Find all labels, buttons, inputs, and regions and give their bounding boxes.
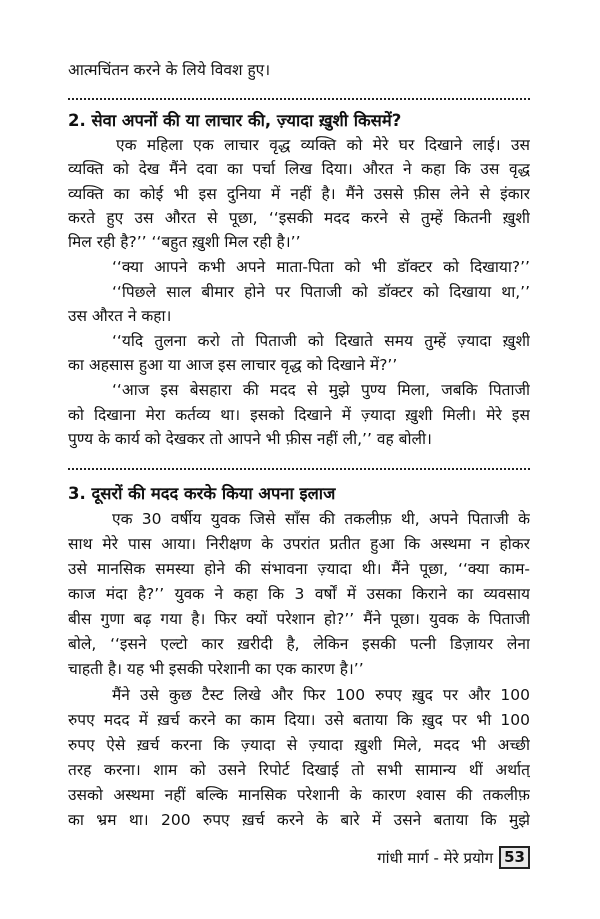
paragraph-line: मैंने उसे कुछ टैस्ट लिखे और फिर 100 रुपए ख़ुद पर और 100 [112,686,530,704]
paragraph-line: रुपए ऐसे ख़र्च करना कि ज़्यादा से ज़्यादा ख़ुशी मिले, मदद भी अच्छी [68,736,530,754]
paragraph-line: का अहसास हुआ या आज इस लाचार वृद्ध को दिखाने में?’’ [68,356,398,374]
paragraph-line: बीस गुणा बढ़ गया है। फिर क्यों परेशान हो?’’ मैंने पूछा। युवक के पिताजी [68,610,530,628]
intro-line: आत्मचिंतन करने के लिये विवश हुए। [68,61,271,79]
dotted-separator [68,92,530,100]
paragraph-line: ‘‘पिछले साल बीमार होने पर पिताजी को डॉक्टर को दिखाया था,’’ [112,283,530,301]
section-heading: 2. सेवा अपनों की या लाचार की, ज़्यादा ख़ुशी किसमें? [68,111,402,130]
paragraph-line: काज मंदा है?’’ युवक ने कहा कि 3 वर्षों में उसका किराने का व्यवसाय [68,585,530,603]
paragraph-line: एक महिला एक लाचार वृद्ध व्यक्ति को मेरे घर दिखाने लाई। उस [116,136,530,154]
paragraph-line: एक 30 वर्षीय युवक जिसे साँस की तकलीफ़ थी, अपने पिताजी के [112,510,530,528]
paragraph-line: तरह करना। शाम को उसने रिपोर्ट दिखाई तो सभी सामान्य थीं अर्थात् [68,761,530,779]
book-title: गांधी मार्ग - मेरे प्रयोग [377,848,494,867]
paragraph-line: पुण्य के कार्य को देखकर तो आपने भी फ़ीस नहीं ली,’’ वह बोली। [68,430,432,448]
paragraph-line: चाहती है। यह भी इसकी परेशानी का एक कारण है।’’ [68,660,364,678]
paragraph-line: बोले, ‘‘इसने एल्टो कार ख़रीदी है, लेकिन इसकी पत्नी डिज़ायर लेना [68,635,530,653]
paragraph-line: करते हुए उस औरत से पूछा, ‘‘इसकी मदद करने से तुम्हें कितनी ख़ुशी [68,209,530,227]
paragraph-line: का भ्रम था। 200 रुपए ख़र्च करने के बारे में उसने बताया कि मुझे [68,811,530,829]
paragraph-line: रुपए मदद में ख़र्च करने का काम दिया। उसे बताया कि ख़ुद पर भी 100 [68,711,530,729]
paragraph-line: व्यक्ति का कोई भी इस दुनिया में नहीं है। मैंने उससे फ़ीस लेने से इंकार [68,185,530,203]
paragraph-line: ‘‘आज इस बेसहारा की मदद से मुझे पुण्य मिला, जबकि पिताजी [112,381,530,399]
paragraph-line: उसको अस्थमा नहीं बल्कि मानसिक परेशानी के कारण श्वास की तकलीफ़ [68,786,530,804]
dotted-separator [68,462,530,470]
section-heading: 3. दूसरों की मदद करके किया अपना इलाज [68,484,336,503]
paragraph-line: ‘‘यदि तुलना करो तो पिताजी को दिखाते समय तुम्हें ज़्यादा ख़ुशी [112,332,530,350]
paragraph-line: को दिखाना मेरा कर्तव्य था। इसको दिखाने में ज़्यादा ख़ुशी मिली। मेरे इस [68,406,530,424]
page-number: 53 [499,846,530,869]
paragraph-line: उस औरत ने कहा। [68,307,172,325]
paragraph-line: साथ मेरे पास आया। निरीक्षण के उपरांत प्रतीत हुआ कि अस्थमा न होकर [68,535,530,553]
page-footer [377,846,530,869]
paragraph-line: मिल रही है?’’ ‘‘बहुत ख़ुशी मिल रही है।’’ [68,233,301,251]
paragraph-line: व्यक्ति को देख मैंने दवा का पर्चा लिख दिया। औरत ने कहा कि उस वृद्ध [68,160,530,178]
paragraph-line: उसे मानसिक समस्या होने की संभावना ज़्यादा थी। मैंने पूछा, ‘‘क्या काम- [68,560,530,578]
paragraph-line: ‘‘क्या आपने कभी अपने माता-पिता को भी डॉक्टर को दिखाया?’’ [112,258,530,276]
